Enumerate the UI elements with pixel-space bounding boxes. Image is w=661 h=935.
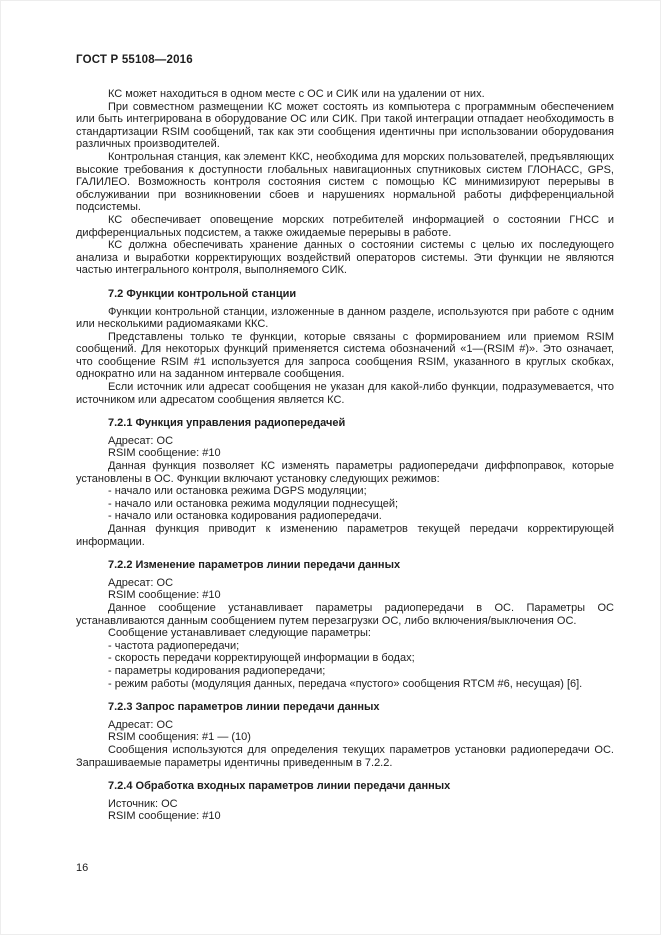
paragraph: Данная функция позволяет КС изменять параметры радиопередачи диффпоправок, которые установлены в ОС. Функции включают установку следующих режимов:	[76, 460, 614, 485]
field-addressee: Адресат: ОС	[108, 576, 174, 589]
section-heading-7-2-1: 7.2.1 Функция управления радиопередачей	[108, 417, 346, 430]
list-item: - параметры кодирования радиопередачи;	[108, 664, 326, 677]
paragraph: Контрольная станция, как элемент ККС, необходима для морских пользователей, предъявляющих высокие требования к доступности глобальных навигационных спутниковых систем ГЛОНАСС, GPS, ГАЛИЛЕО. Возможность контроля состояния систем с помощью КС минимизируют перерывы в обслуживании при возникновении сбоев и нарушениях нормальной работы дифференциальной подсистемы.	[76, 150, 614, 214]
paragraph: Данная функция приводит к изменению параметров текущей передачи корректирующей информации.	[76, 523, 614, 548]
paragraph: КС должна обеспечивать хранение данных о состоянии системы с целью их последующего анализа и выработки корректирующих воздействий операторов системы. Эти функции не являются частью интегрального контроля, выполняемого СИК.	[76, 239, 614, 277]
field-addressee: Адресат: ОС	[108, 718, 174, 731]
paragraph: Данное сообщение устанавливает параметры радиопередачи в ОС. Параметры ОС устанавливаются данным сообщением путем перезагрузки ОС, либо включения/выключения ОС.	[76, 601, 614, 627]
list-item: - режим работы (модуляция данных, передача «пустого» сообщения RTCM #6, несущая) [6].	[108, 677, 583, 690]
field-rsim-messages: RSIM сообщения: #1 — (10)	[108, 731, 251, 744]
page-number: 16	[76, 862, 89, 874]
list-item: - скорость передачи корректирующей информации в бодах;	[108, 652, 415, 665]
paragraph: КС обеспечивает оповещение морских потребителей информацией о состоянии ГНСС и дифференциальных подсистем, а также ожидаемые перерывы в работе.	[76, 213, 614, 239]
paragraph: КС может находиться в одном месте с ОС и СИК или на удалении от них.	[108, 88, 485, 100]
document-body	[76, 88, 614, 823]
field-rsim-message: RSIM сообщение: #10	[108, 589, 221, 602]
paragraph: Представлены только те функции, которые связаны с формированием или приемом RSIM сообщений. Для некоторых функций применяется система обозначений «1—(RSIM #)». Это означает, что сообщение RSIM #1 используется для запроса сообщения RSIM, указанного в круглых скобках, однократно или на заданном интервале сообщения.	[76, 330, 614, 381]
paragraph: Если источник или адресат сообщения не указан для какой-либо функции, подразумевается, что источником или адресатом сообщения является КС.	[76, 381, 614, 406]
list-item: - начало или остановка кодирования радиопередачи.	[108, 510, 382, 523]
section-heading-7-2-2: 7.2.2 Изменение параметров линии передачи данных	[108, 559, 401, 572]
document-number: ГОСТ Р 55108—2016	[76, 54, 193, 66]
field-rsim-message: RSIM сообщение: #10	[108, 447, 221, 460]
list-item: - начало или остановка режима модуляции поднесущей;	[108, 497, 399, 510]
paragraph: При совместном размещении КС может состоять из компьютера с программным обеспечением или быть интегрирована в оборудование ОС или СИК. При такой интеграции отпадает необходимость в стандартизации RSIM сообщений, так как эти сообщения идентичны при использовании оборудования различных производителей.	[76, 100, 614, 151]
list-item: - начало или остановка режима DGPS модуляции;	[108, 485, 367, 498]
section-heading-7-2-3: 7.2.3 Запрос параметров линии передачи данных	[108, 701, 380, 714]
field-addressee: Адресат: ОС	[108, 434, 174, 447]
paragraph: Сообщение устанавливает следующие параметры:	[108, 627, 371, 640]
list-item: - частота радиопередачи;	[108, 639, 240, 652]
paragraph: Сообщения используются для определения текущих параметров установки радиопередачи ОС. Запрашиваемые параметры идентичны приведенным в 7.2.2.	[76, 743, 614, 769]
field-rsim-message: RSIM сообщение: #10	[108, 810, 221, 823]
field-source: Источник: ОС	[108, 797, 178, 810]
paragraph: Функции контрольной станции, изложенные в данном разделе, используются при работе с одним или несколькими радиомаяками ККС.	[76, 305, 614, 331]
section-heading-7-2-4: 7.2.4 Обработка входных параметров линии передачи данных	[108, 780, 451, 793]
section-heading-7-2: 7.2 Функции контрольной станции	[108, 287, 297, 300]
